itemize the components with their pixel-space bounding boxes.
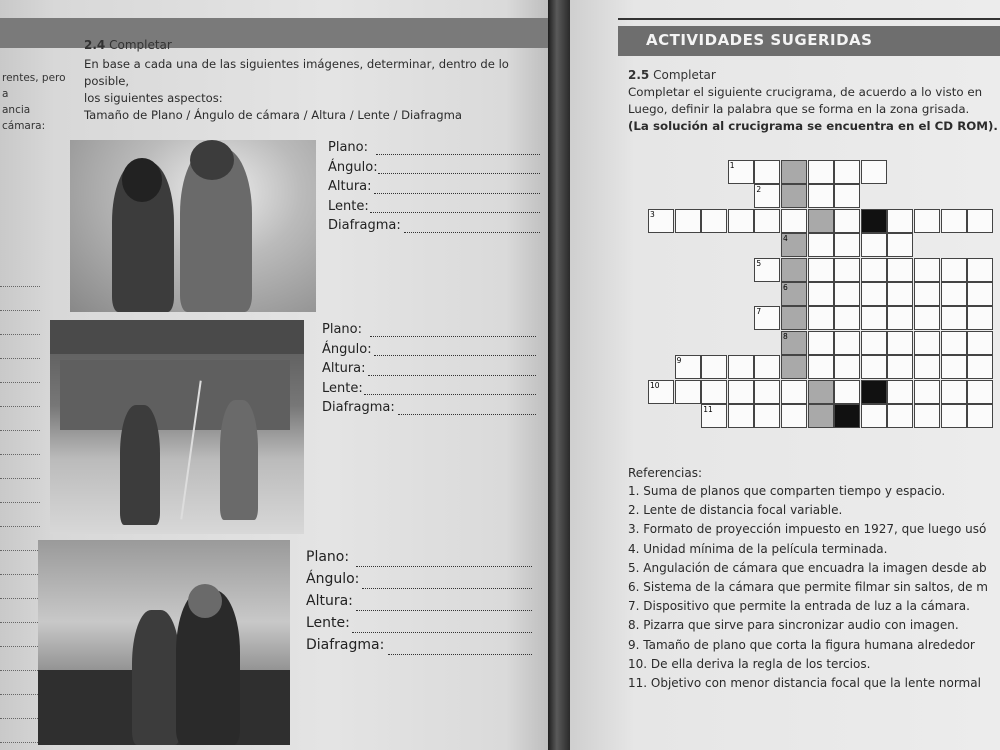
crossword-instructions	[628, 84, 1000, 135]
crossword-cell[interactable]	[941, 404, 967, 428]
crossword-cell[interactable]	[914, 306, 940, 330]
crossword-cell	[861, 380, 887, 404]
crossword-cell[interactable]	[861, 282, 887, 306]
crossword-cell[interactable]	[887, 282, 913, 306]
crossword-cell[interactable]	[914, 404, 940, 428]
photo-couple	[70, 140, 316, 312]
form-label-lente: Lente:	[306, 615, 350, 631]
crossword-cell[interactable]	[754, 380, 780, 404]
clue-number: 3	[650, 209, 655, 219]
form-label-angulo: Ángulo:	[306, 571, 360, 587]
crossword-cell[interactable]	[781, 306, 807, 330]
instruction-line: En base a cada una de las siguientes imágenes, determinar, dentro de lo posible,	[84, 57, 509, 88]
crossword-cell[interactable]	[701, 355, 727, 379]
photo2-form	[322, 320, 395, 418]
instruction-line: los siguientes aspectos:	[84, 91, 223, 105]
crossword-cell[interactable]	[941, 306, 967, 330]
solution-note: (La solución al crucigrama se encuentra en el CD ROM).	[628, 119, 998, 133]
section-heading-2-4	[84, 38, 172, 52]
crossword-cell[interactable]	[941, 355, 967, 379]
crossword-cell[interactable]	[834, 306, 860, 330]
clue-number: 9	[676, 356, 682, 366]
crossword-cell[interactable]	[701, 404, 727, 428]
crossword-cell[interactable]	[967, 282, 993, 306]
crossword-cell[interactable]	[781, 160, 807, 184]
crossword-cell[interactable]	[967, 306, 993, 330]
crossword-cell[interactable]	[754, 258, 780, 282]
crossword-cell[interactable]	[967, 209, 993, 233]
crossword-cell[interactable]	[887, 380, 913, 404]
crossword-cell[interactable]	[834, 282, 860, 306]
answer-line[interactable]	[356, 566, 532, 567]
crossword-cell[interactable]	[808, 404, 834, 428]
crossword-cell[interactable]	[675, 355, 701, 379]
crossword-cell[interactable]	[808, 209, 834, 233]
crossword-cell[interactable]	[808, 233, 834, 257]
crossword-cell[interactable]	[834, 355, 860, 379]
crossword-cell[interactable]	[675, 209, 701, 233]
form-label-plano: Plano:	[328, 140, 368, 155]
crossword-cell[interactable]	[754, 184, 780, 208]
clue-number: 7	[756, 307, 762, 317]
book-spine	[548, 0, 570, 750]
clue-number: 1	[729, 161, 735, 170]
answer-line[interactable]	[374, 193, 540, 194]
clue-number: 10	[650, 380, 660, 390]
answer-line[interactable]	[362, 588, 532, 589]
section-heading-2-5	[628, 68, 716, 82]
reference-item: 4. Unidad mínima de la película terminada.	[628, 541, 888, 556]
crossword-cell[interactable]	[728, 160, 754, 184]
crossword-cell[interactable]	[834, 160, 860, 184]
crossword-cell[interactable]	[808, 355, 834, 379]
crossword-cell[interactable]	[861, 331, 887, 355]
answer-line[interactable]	[368, 375, 536, 376]
section-title: Completar	[109, 38, 172, 52]
reference-item: 8. Pizarra que sirve para sincronizar audio con imagen.	[628, 618, 959, 633]
crossword-cell[interactable]	[754, 355, 780, 379]
crossword-cell[interactable]	[675, 380, 701, 404]
answer-line[interactable]	[370, 336, 536, 337]
reference-item: 7. Dispositivo que permite la entrada de luz a la cámara.	[628, 599, 970, 614]
answer-line[interactable]	[352, 632, 532, 633]
answer-line[interactable]	[376, 154, 540, 155]
crossword-cell[interactable]	[861, 404, 887, 428]
clue-number: 5	[756, 258, 762, 268]
reference-item: 9. Tamaño de plano que corta la figura humana alrededor	[628, 637, 975, 652]
crossword-cell[interactable]	[701, 380, 727, 404]
crossword-cell[interactable]	[648, 209, 674, 233]
photo1-form	[328, 138, 401, 236]
form-label-lente: Lente:	[328, 198, 369, 214]
crossword-cell[interactable]	[941, 380, 967, 404]
crossword-cell[interactable]	[887, 404, 913, 428]
photo-gladiators	[50, 320, 304, 534]
answer-line[interactable]	[388, 654, 532, 655]
crossword-cell[interactable]	[887, 233, 913, 257]
crossword-cell[interactable]	[808, 306, 834, 330]
crossword-cell[interactable]	[941, 282, 967, 306]
section-banner	[618, 26, 1000, 56]
crossword-cell[interactable]	[887, 209, 913, 233]
margin-dotted-lines	[0, 263, 40, 743]
crossword-cell[interactable]	[781, 233, 807, 257]
crossword-cell[interactable]	[648, 380, 674, 404]
crossword-cell[interactable]	[834, 258, 860, 282]
crossword-cell[interactable]	[861, 355, 887, 379]
references-title: Referencias:	[628, 466, 703, 480]
crossword-cell[interactable]	[808, 331, 834, 355]
crossword-cell	[861, 209, 887, 233]
answer-line[interactable]	[370, 212, 540, 213]
answer-line[interactable]	[398, 414, 536, 415]
right-page	[570, 0, 1000, 750]
crossword-cell[interactable]	[781, 209, 807, 233]
crossword-cell[interactable]	[781, 380, 807, 404]
form-label-angulo: Ángulo:	[328, 159, 378, 175]
clue-number: 11	[703, 405, 713, 414]
crossword-cell[interactable]	[834, 331, 860, 355]
photo3-form	[306, 548, 384, 658]
section-number: 2.5	[628, 68, 650, 82]
crossword-cell[interactable]	[941, 258, 967, 282]
form-label-diafragma: Diafragma:	[322, 400, 395, 415]
margin-fragment-line: rentes, pero a	[2, 72, 66, 100]
crossword-cell[interactable]	[967, 258, 993, 282]
margin-fragment-line: ancia cámara:	[2, 104, 46, 132]
crossword-cell[interactable]	[781, 282, 807, 306]
crossword-cell[interactable]	[914, 258, 940, 282]
crossword-cell[interactable]	[914, 209, 940, 233]
crossword-cell[interactable]	[861, 233, 887, 257]
crossword-cell[interactable]	[834, 184, 860, 208]
crossword-cell[interactable]	[728, 209, 754, 233]
reference-item: 1. Suma de planos que comparten tiempo y espacio.	[628, 484, 946, 498]
section-title: Completar	[653, 68, 716, 82]
crossword-cell[interactable]	[754, 404, 780, 428]
reference-item: 5. Angulación de cámara que encuadra la imagen desde ab	[628, 560, 987, 575]
answer-line[interactable]	[378, 173, 540, 174]
clue-number: 6	[783, 283, 788, 292]
instruction-line: Luego, definir la palabra que se forma en la zona grisada.	[628, 102, 970, 116]
clue-number: 4	[783, 234, 788, 244]
photo-couple-car	[38, 540, 290, 745]
instruction-line: Completar el siguiente crucigrama, de acuerdo a lo visto en	[628, 85, 983, 99]
form-label-diafragma: Diafragma:	[328, 218, 401, 233]
crossword-cell[interactable]	[834, 209, 860, 233]
form-label-plano: Plano:	[322, 322, 362, 337]
section-instructions	[84, 56, 544, 124]
crossword-cell[interactable]	[887, 331, 913, 355]
answer-line[interactable]	[404, 232, 540, 233]
form-label-altura: Altura:	[322, 361, 366, 376]
crossword-cell[interactable]	[861, 258, 887, 282]
crossword-cell[interactable]	[808, 160, 834, 184]
crossword-cell[interactable]	[754, 209, 780, 233]
section-number: 2.4	[84, 38, 106, 52]
crossword-cell[interactable]	[781, 355, 807, 379]
answer-line[interactable]	[364, 394, 536, 395]
crossword-cell[interactable]	[754, 160, 780, 184]
form-label-plano: Plano:	[306, 549, 350, 565]
reference-item: 3. Formato de proyección impuesto en 1927, que luego usó	[628, 522, 987, 537]
clue-number: 2	[756, 185, 762, 195]
left-header-bar	[0, 18, 548, 48]
crossword-cell[interactable]	[728, 404, 754, 428]
form-label-altura: Altura:	[306, 593, 353, 609]
crossword-cell[interactable]	[861, 306, 887, 330]
crossword-cell	[834, 404, 860, 428]
crossword-cell[interactable]	[808, 282, 834, 306]
crossword-cell[interactable]	[861, 160, 887, 184]
header-rule	[618, 18, 1000, 20]
crossword-cell[interactable]	[967, 380, 993, 404]
crossword-cell[interactable]	[967, 355, 993, 379]
crossword-cell[interactable]	[941, 331, 967, 355]
crossword-cell[interactable]	[781, 404, 807, 428]
crossword-cell[interactable]	[808, 380, 834, 404]
crossword-cell[interactable]	[887, 306, 913, 330]
crossword-cell[interactable]	[941, 209, 967, 233]
crossword-cell[interactable]	[967, 404, 993, 428]
form-label-angulo: Ángulo:	[322, 341, 372, 357]
crossword-cell[interactable]	[754, 306, 780, 330]
form-label-altura: Altura:	[328, 179, 372, 194]
banner-title: ACTIVIDADES SUGERIDAS	[646, 31, 873, 49]
crossword-cell[interactable]	[967, 331, 993, 355]
answer-line[interactable]	[374, 355, 536, 356]
crossword-cell[interactable]	[914, 355, 940, 379]
crossword-cell[interactable]	[914, 380, 940, 404]
instruction-line: Tamaño de Plano / Ángulo de cámara / Altura / Lente / Diafragma	[84, 108, 463, 122]
reference-item: 2. Lente de distancia focal variable.	[628, 503, 843, 518]
reference-item: 6. Sistema de la cámara que permite filmar sin saltos, de m	[628, 580, 988, 595]
crossword-cell[interactable]	[808, 258, 834, 282]
crossword-cell[interactable]	[887, 258, 913, 282]
crossword-cell[interactable]	[887, 355, 913, 379]
crossword-cell[interactable]	[728, 355, 754, 379]
crossword-cell[interactable]	[914, 331, 940, 355]
crossword-cell[interactable]	[781, 331, 807, 355]
reference-item: 10. De ella deriva la regla de los tercios.	[628, 656, 871, 671]
form-label-lente: Lente:	[322, 380, 363, 396]
crossword-cell[interactable]	[834, 233, 860, 257]
crossword-cell[interactable]	[728, 380, 754, 404]
references-list	[628, 464, 1000, 693]
crossword-cell[interactable]	[808, 184, 834, 208]
crossword-cell[interactable]	[834, 380, 860, 404]
crossword-cell[interactable]	[914, 282, 940, 306]
reference-item: 11. Objetivo con menor distancia focal que la lente normal	[628, 676, 981, 691]
crossword-cell[interactable]	[701, 209, 727, 233]
clue-number: 8	[783, 331, 788, 341]
form-label-diafragma: Diafragma:	[306, 637, 385, 653]
crossword-cell[interactable]	[781, 258, 807, 282]
answer-line[interactable]	[356, 610, 532, 611]
crossword-cell[interactable]	[781, 184, 807, 208]
